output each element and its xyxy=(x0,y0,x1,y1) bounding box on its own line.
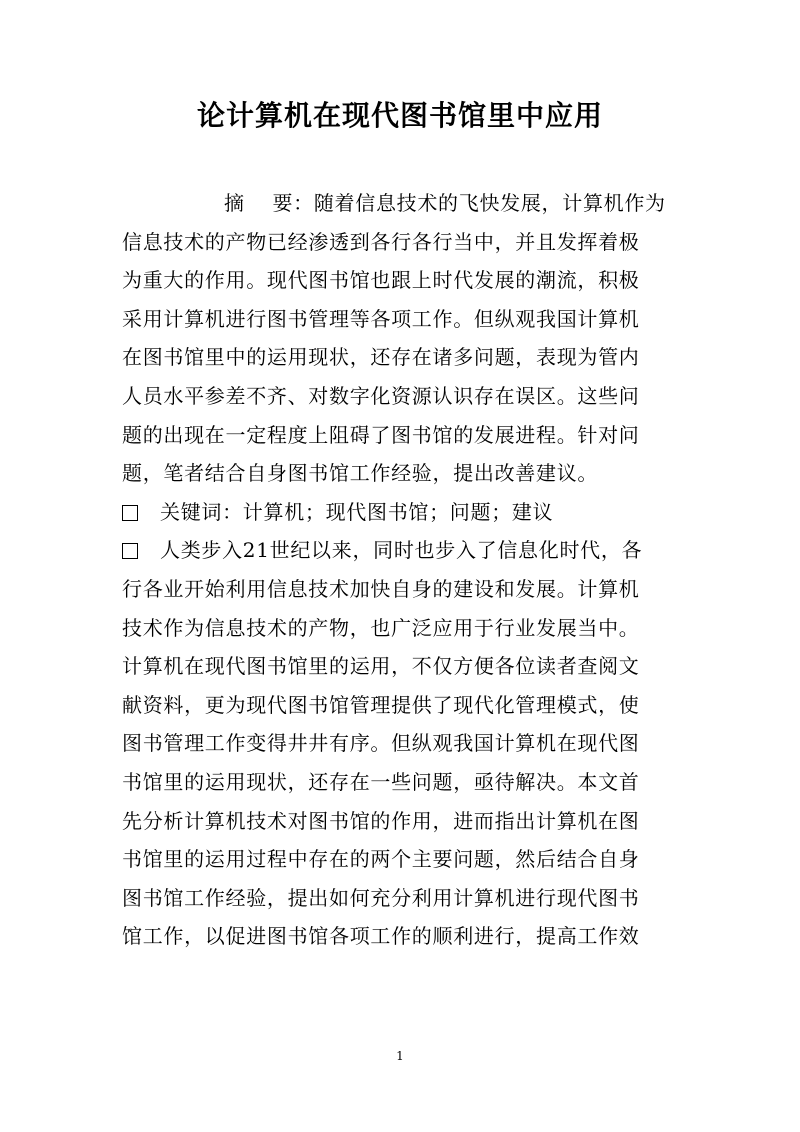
intro-line: 书馆里的运用过程中存在的两个主要问题，然后结合自身 xyxy=(122,847,640,872)
checkbox-icon xyxy=(122,543,138,559)
page-number: 1 xyxy=(396,1049,404,1063)
intro-line: 献资料，更为现代图书馆管理提供了现代化管理模式，使 xyxy=(122,692,640,717)
intro-line: 书馆里的运用现状，还存在一些问题，亟待解决。本文首 xyxy=(122,769,640,794)
intro-line: 行各业开始利用信息技术加快自身的建设和发展。计算机 xyxy=(122,576,640,601)
document-body xyxy=(122,184,682,956)
abstract-line: 采用计算机进行图书管理等各项工作。但纵观我国计算机 xyxy=(122,306,640,331)
intro-line xyxy=(122,531,682,570)
intro-line: 馆工作，以促进图书馆各项工作的顺利进行，提高工作效 xyxy=(122,924,640,949)
intro-line: 图书管理工作变得井井有序。但纵观我国计算机在现代图 xyxy=(122,731,640,756)
abstract-line: 题的出现在一定程度上阻碍了图书馆的发展进程。针对问 xyxy=(122,422,640,447)
checkbox-icon xyxy=(122,505,138,521)
keywords-text: 关键词：计算机；现代图书馆；问题；建议 xyxy=(160,499,554,524)
document-title: 论计算机在现代图书馆里中应用 xyxy=(196,99,603,132)
intro-line: 技术作为信息技术的产物，也广泛应用于行业发展当中。 xyxy=(122,615,640,640)
abstract-line: 信息技术的产物已经渗透到各行各行当中，并且发挥着极 xyxy=(122,229,640,254)
intro-line: 计算机在现代图书馆里的运用，不仅方便各位读者查阅文 xyxy=(122,654,640,679)
abstract-line: 为重大的作用。现代图书馆也跟上时代发展的潮流，积极 xyxy=(122,268,640,293)
intro-line: 图书馆工作经验，提出如何充分利用计算机进行现代图书 xyxy=(122,885,640,910)
keywords-line xyxy=(122,493,682,532)
abstract-line: 摘 要：随着信息技术的飞快发展，计算机作为 xyxy=(224,191,666,215)
intro-text: 人类步入21世纪以来，同时也步入了信息化时代，各 xyxy=(160,538,643,563)
abstract-line: 题，笔者结合自身图书馆工作经验，提出改善建议。 xyxy=(122,461,599,486)
abstract-line: 在图书馆里中的运用现状，还存在诸多问题，表现为管内 xyxy=(122,345,640,370)
intro-line: 先分析计算机技术对图书馆的作用，进而指出计算机在图 xyxy=(122,808,640,833)
abstract-line: 人员水平参差不齐、对数字化资源认识存在误区。这些问 xyxy=(122,383,640,408)
